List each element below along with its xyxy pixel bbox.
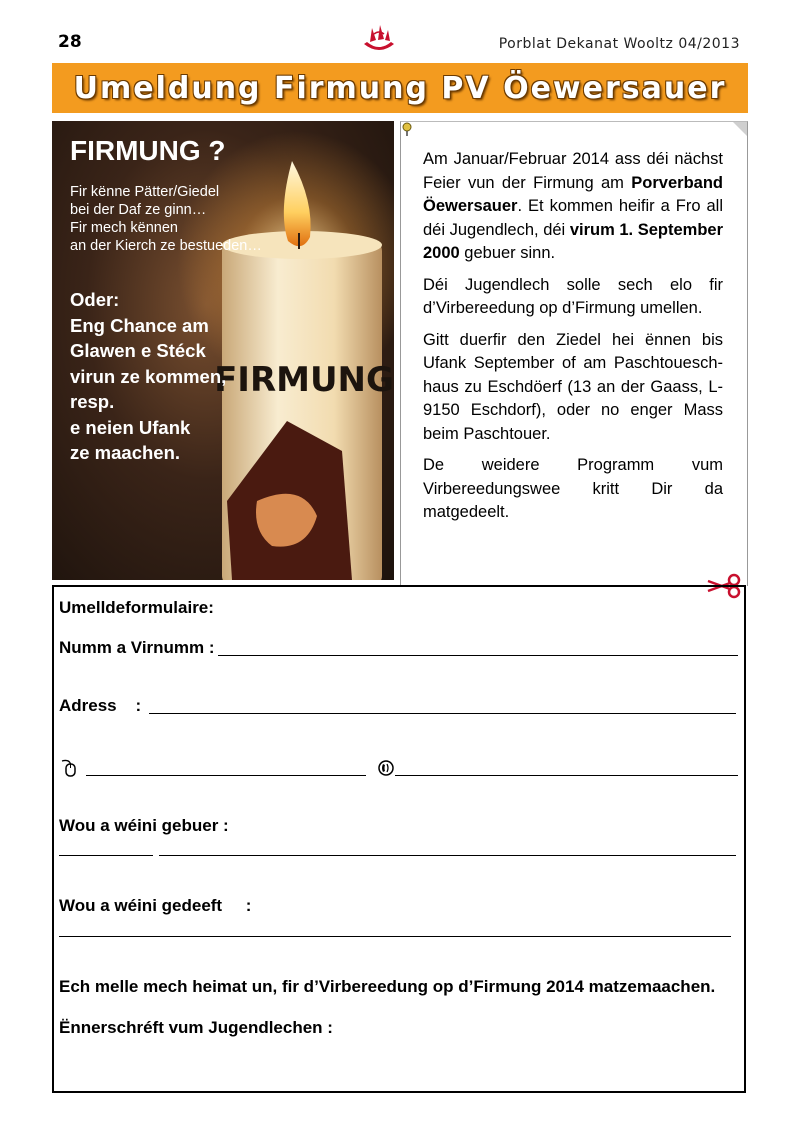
info-text-segment: gebuer sinn.: [459, 244, 556, 262]
oder-line: e neien Ufank: [70, 416, 191, 438]
info-note: [400, 121, 748, 586]
name-label: Numm a Virnumm :: [59, 638, 215, 657]
birth-deadline: virum 1. September 2000: [423, 220, 723, 262]
page-fold-corner: [733, 122, 747, 136]
info-paragraph-4: De weidere Programm vum Virbereedungswee kritt Dir da matgedeelt.: [423, 456, 723, 521]
email-field[interactable]: [86, 775, 366, 776]
photo-heading: FIRMUNG ?: [70, 135, 226, 166]
candle-label: FIRMUNG: [214, 360, 394, 400]
photo-subtext: [70, 183, 290, 255]
photo-sub-line: Fir mech kënnen: [70, 220, 178, 236]
info-paragraph-2: Déi Jugendlech solle sech elo fir d’Virbereedung op d’Firmung umellen.: [423, 275, 723, 317]
oder-line: Eng Chance am: [70, 314, 209, 336]
oder-line: Oder:: [70, 289, 120, 310]
photo-sub-line: an der Kierch ze bestueden…: [70, 238, 262, 254]
pin-icon: [401, 122, 413, 136]
parish-name: Porverband Öewersauer: [423, 173, 723, 215]
candle-photo: [52, 121, 394, 580]
info-text-segment: . Et kommen heifir a Fro all déi Jugendlech, déi: [423, 197, 723, 239]
signature-area[interactable]: [294, 1027, 734, 1077]
info-text-segment: Am Januar/Februar 2014 ass déi nächst Feier vun der Firmung am: [423, 150, 723, 192]
photo-oder-text: [70, 287, 270, 466]
photo-sub-line: Fir kënne Pätter/Giedel: [70, 184, 220, 200]
publication-info: Porblat Dekanat Wooltz 04/2013: [498, 36, 740, 52]
oder-line: Glawen e Stéck: [70, 340, 206, 361]
baptism-field[interactable]: [59, 936, 731, 937]
declaration-text: Ech melle mech heimat un, fir d’Virbereedung op d’Firmung 2014 matzemaachen.: [59, 977, 716, 996]
address-label: Adress :: [59, 696, 142, 715]
baptism-label: Wou a wéini gedeeft :: [59, 896, 252, 915]
phone-field[interactable]: [395, 775, 738, 776]
birth-date-field[interactable]: [59, 855, 153, 856]
oder-line: resp.: [70, 391, 115, 412]
form-title: Umelldeformulaire:: [59, 598, 214, 617]
address-field[interactable]: [149, 713, 736, 714]
birth-label: Wou a wéini gebuer :: [59, 816, 229, 835]
oder-line: ze maachen.: [70, 442, 181, 463]
info-paragraph-1: [423, 148, 723, 266]
page-number: 28: [58, 32, 82, 52]
photo-sub-line: bei der Daf ze ginn…: [70, 202, 207, 218]
parish-logo-icon: [360, 22, 398, 58]
registration-form: [52, 585, 746, 1093]
phone-icon: [376, 758, 396, 778]
birth-place-field[interactable]: [159, 855, 736, 856]
oder-line: virun ze kommen,: [70, 365, 227, 387]
mouse-icon: [59, 758, 79, 778]
info-paragraph-3: Gitt duerfir den Ziedel hei ënnen bis Ufank September of am Paschtouesch-haus zu Eschdöerf (13 an der Gaass, L-9150 Eschdorf), oder no enger Mass beim Paschtouer.: [423, 330, 723, 443]
page-title: Umeldung Firmung PV Öewersauer: [73, 70, 727, 106]
info-text: [423, 148, 723, 533]
signature-label: Ënnerschréft vum Jugendlechen :: [59, 1018, 333, 1037]
name-field[interactable]: [218, 655, 738, 656]
title-banner: [52, 63, 748, 113]
